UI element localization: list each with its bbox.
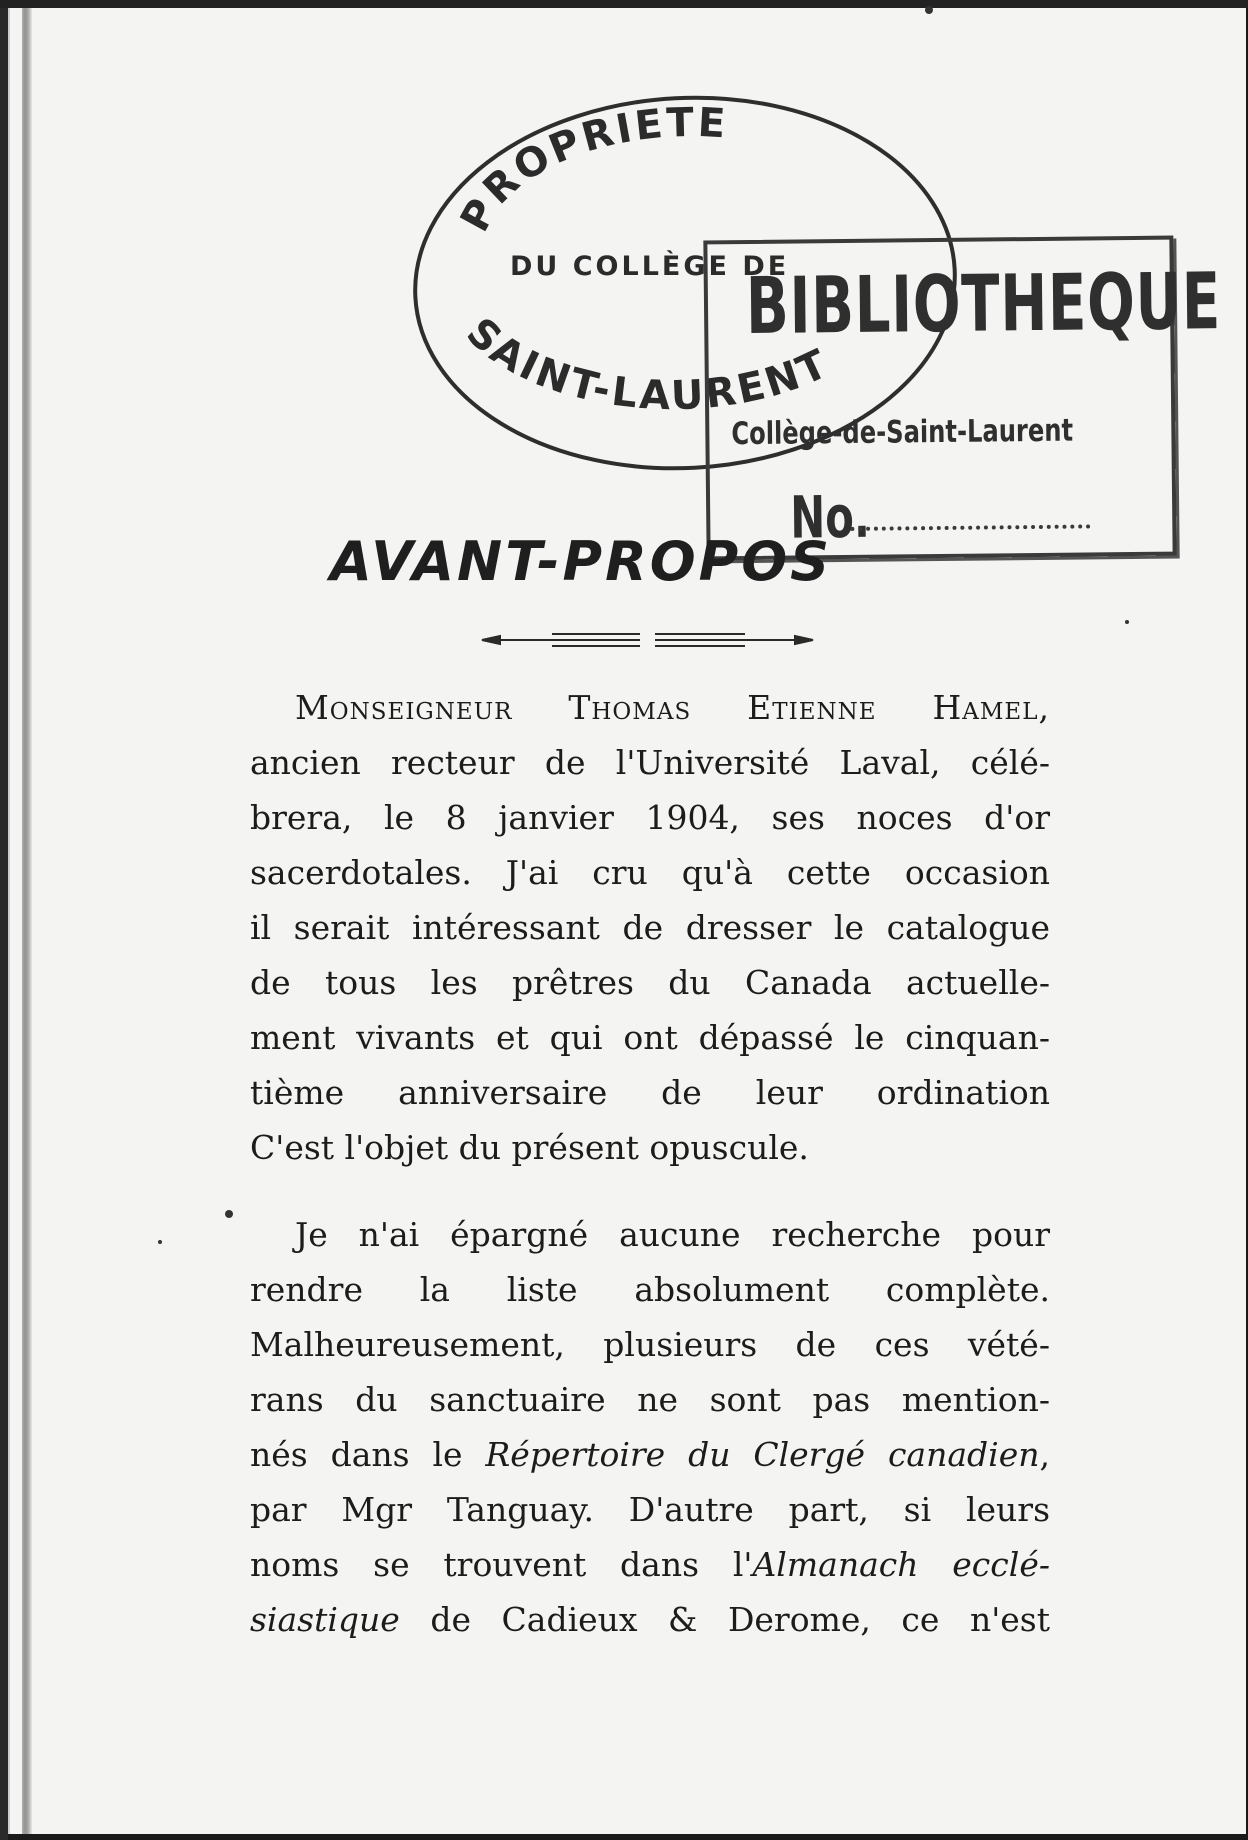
text-line: brera, le 8 janvier 1904, ses noces d'or — [250, 798, 1050, 837]
stamp-institution: Collège-de-Saint-Laurent — [731, 412, 1074, 453]
text-line: il serait intéressant de dresser le catalogue — [250, 908, 1050, 947]
paragraph-research — [250, 1207, 1050, 1647]
library-stamp — [703, 236, 1222, 561]
text-line: Malheureusement, plusieurs de ces vété- — [250, 1325, 1050, 1364]
text-line: Monseigneur Thomas Etienne Hamel, — [295, 688, 1050, 727]
text-line — [250, 1537, 1050, 1592]
scan-speck — [225, 1210, 233, 1218]
page-title: AVANT-PROPOS — [330, 530, 832, 593]
text-line: par Mgr Tanguay. D'autre part, si leurs — [250, 1490, 1050, 1529]
book-title-italic: Répertoire du Clergé canadien — [485, 1435, 1040, 1474]
page-gutter — [22, 8, 32, 1834]
stamp-oval-top-text: PROPRIETE — [451, 99, 730, 240]
book-title-italic: siastique — [250, 1600, 400, 1639]
text-line — [250, 1592, 1050, 1647]
stamp-library-title: BIBLIOTHEQUE — [745, 257, 1222, 353]
text-line: rendre la liste absolument complète. — [250, 1270, 1050, 1309]
scan-top-edge — [0, 0, 1248, 8]
text-line — [250, 1427, 1050, 1482]
text-segment: nés dans le — [250, 1435, 486, 1474]
scan-speck — [1125, 620, 1129, 624]
text-line: Je n'ai épargné aucune recherche pour — [295, 1215, 1050, 1254]
stamp-number-label: No. — [789, 482, 871, 552]
paragraph-intro — [250, 680, 1050, 1175]
scan-speck — [925, 6, 933, 14]
title-ornament — [480, 625, 815, 655]
text-line: sacerdotales. J'ai cru qu'à cette occasion — [250, 853, 1050, 892]
stamp-oval-bottom-text: SAINT-LAURENT — [457, 309, 837, 420]
text-segment: , — [1039, 1435, 1050, 1474]
book-title-italic: Almanach ecclé- — [752, 1545, 1051, 1584]
text-line: rans du sanctuaire ne sont pas mention- — [250, 1380, 1050, 1419]
text-line: de tous les prêtres du Canada actuelle- — [250, 963, 1050, 1002]
svg-text:PROPRIETE — [452, 100, 729, 239]
text-line: ment vivants et qui ont dépassé le cinquan- — [250, 1018, 1050, 1057]
stamp-oval-middle-text: DU COLLÈGE DE — [510, 251, 790, 282]
text-segment: noms se trouvent dans l' — [250, 1545, 753, 1584]
text-line: ancien recteur de l'Université Laval, célé- — [250, 743, 1050, 782]
scan-left-edge — [0, 0, 8, 1840]
scan-speck — [158, 1240, 162, 1244]
text-line: tième anniversaire de leur ordination — [250, 1073, 1050, 1112]
text-segment: de Cadieux & Derome, ce n'est — [399, 1600, 1050, 1639]
text-line: C'est l'objet du présent opuscule. — [250, 1128, 809, 1167]
